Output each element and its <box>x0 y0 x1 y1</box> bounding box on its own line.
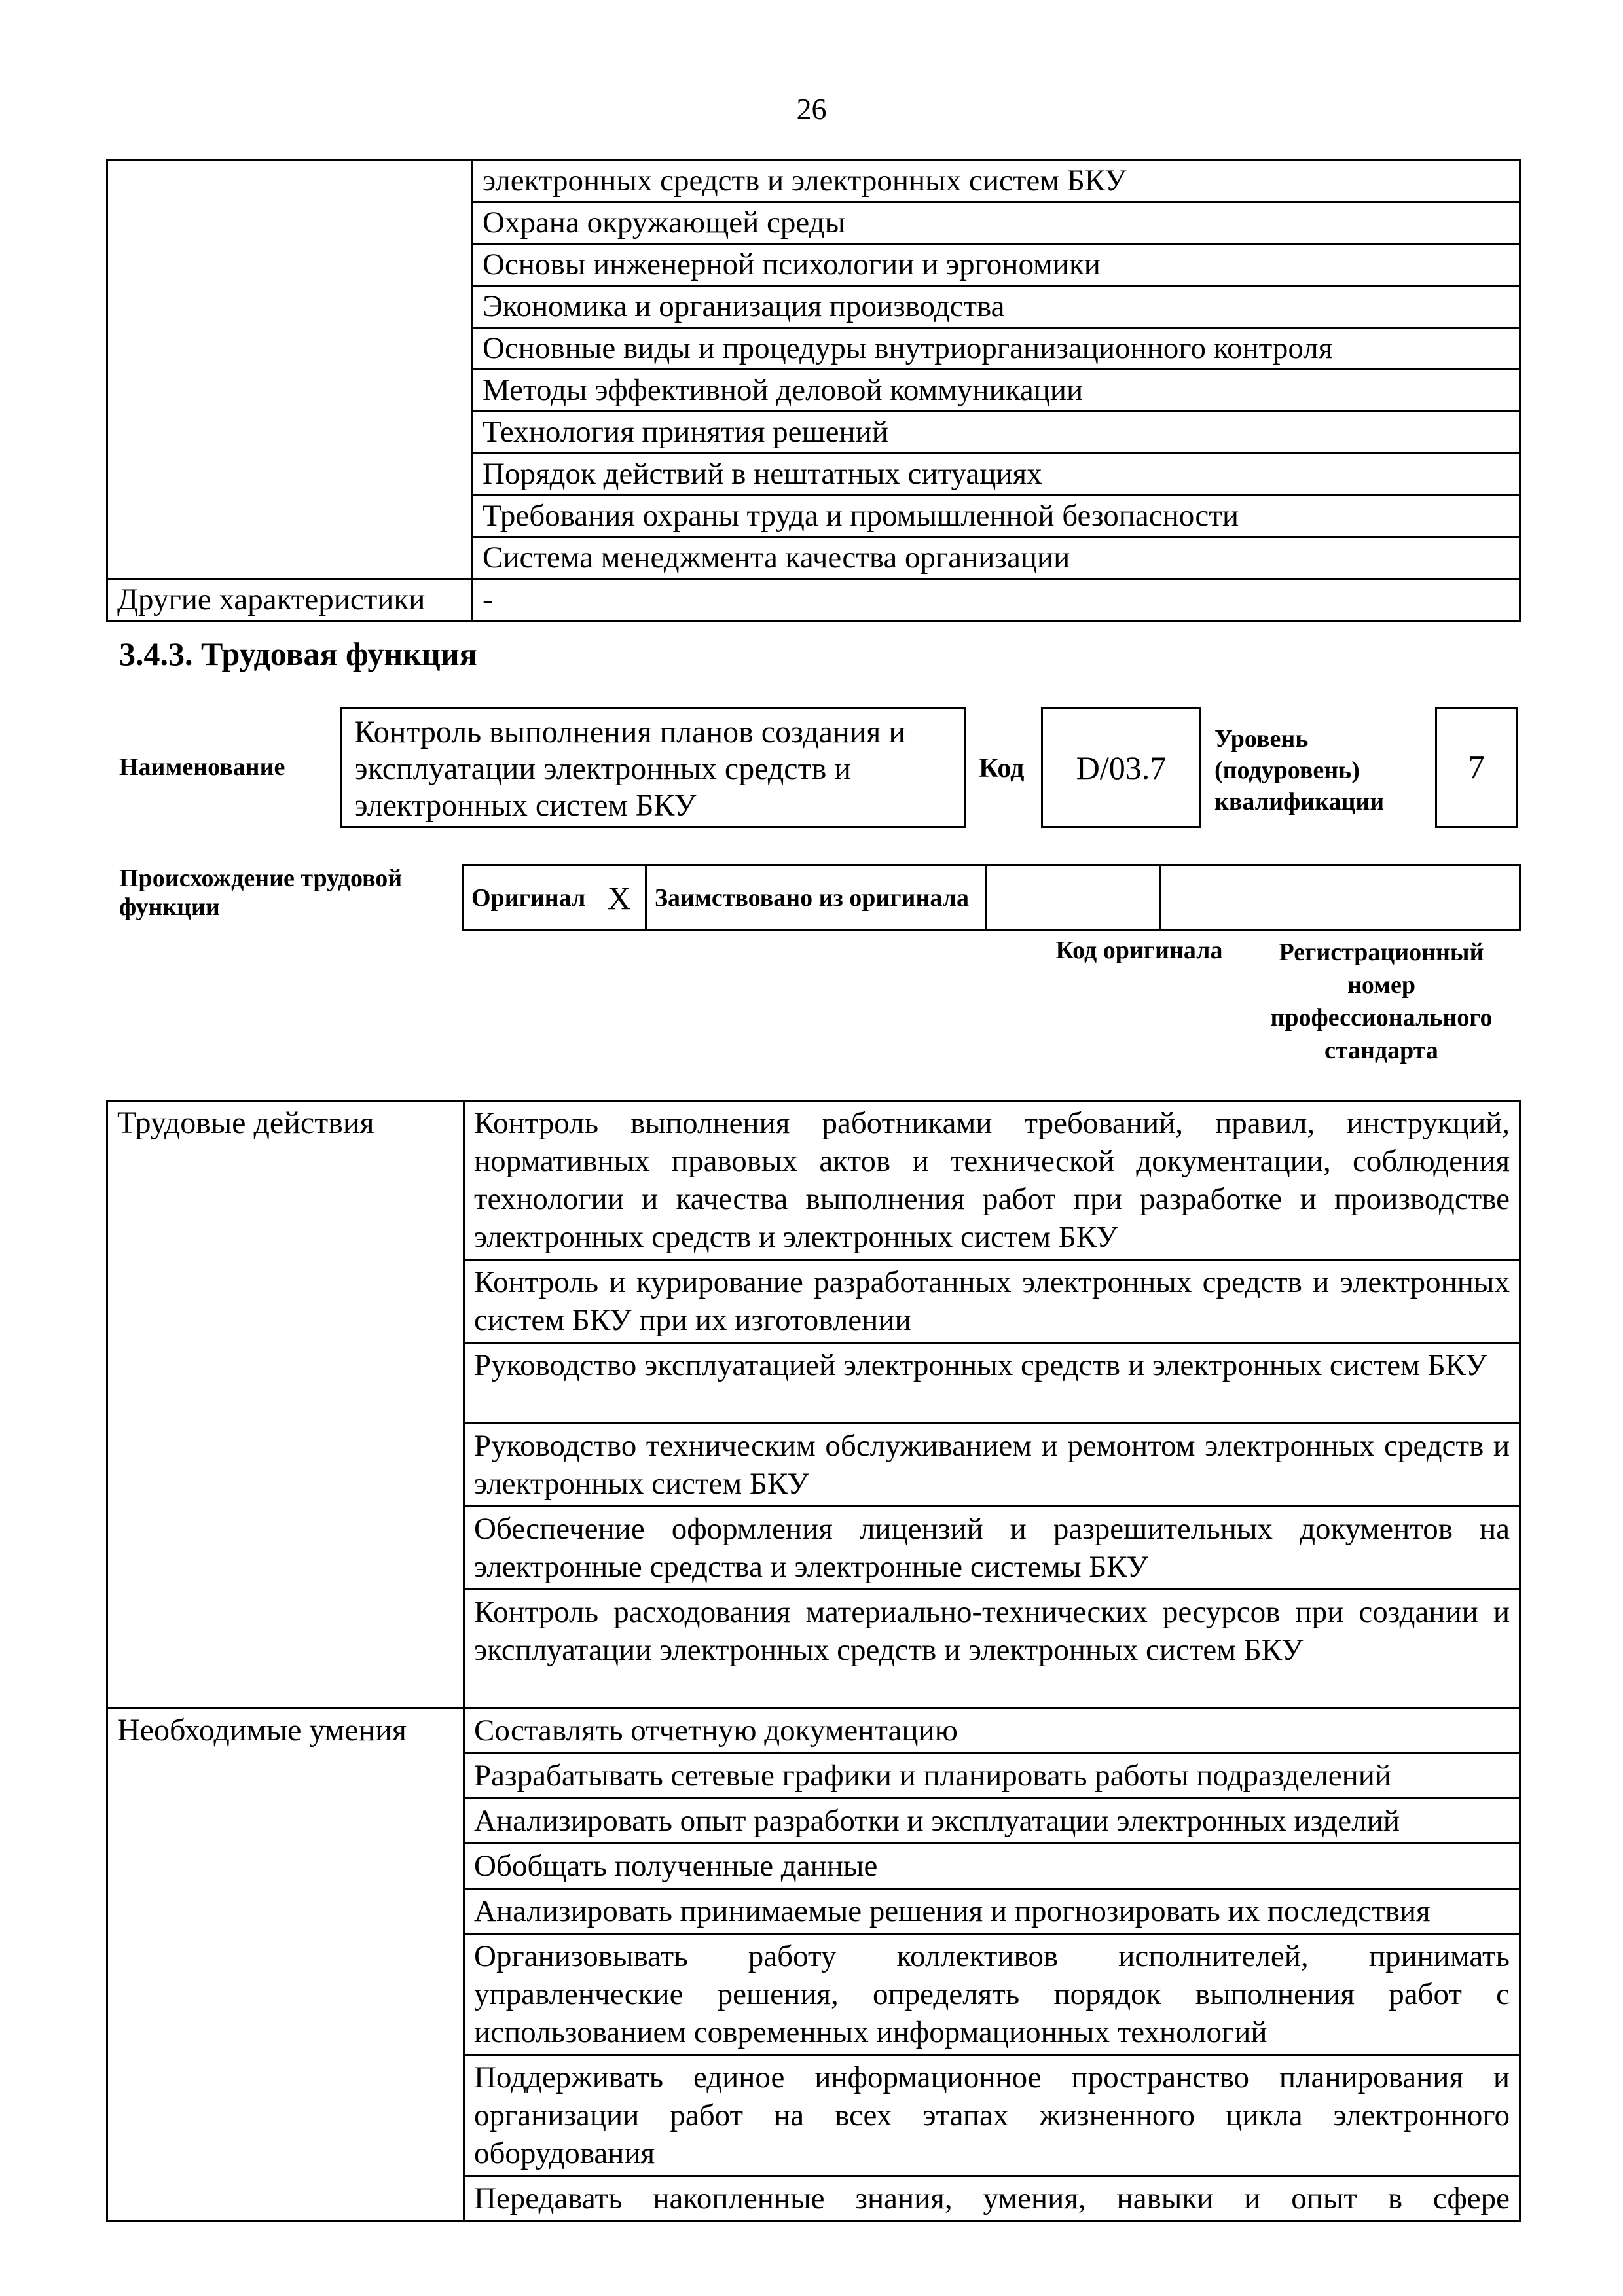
code-value-box: D/03.7 <box>1041 707 1201 828</box>
level-value-box: 7 <box>1435 707 1518 828</box>
registration-caption: Регистрационный номер профессионального стандарта <box>1270 939 1493 1064</box>
original-code-cell <box>987 865 1160 931</box>
section-title: 3.4.3. Трудовая функция <box>119 636 477 672</box>
code-caption: Код оригинала <box>1055 937 1223 964</box>
skills-label: Необходимые умения <box>107 1708 464 2221</box>
table-row: Передавать накопленные знания, умения, навыки и опыт в сфере <box>464 2176 1520 2221</box>
table-row: Экономика и организация производства <box>473 286 1520 328</box>
original-mark: X <box>594 865 646 931</box>
original-label: Оригинал <box>463 865 594 931</box>
level-label: Уровень (подуровень) квалификации <box>1214 725 1385 816</box>
labor-function-table <box>106 1100 1521 2222</box>
table-row: Методы эффективной деловой коммуникации <box>473 370 1520 412</box>
table-row: Анализировать опыт разработки и эксплуатации электронных изделий <box>464 1799 1520 1844</box>
code-label: Код <box>979 753 1025 783</box>
table-row: Разрабатывать сетевые графики и планировать работы подразделений <box>464 1753 1520 1799</box>
table-row: Обеспечение оформления лицензий и разрешительных документов на электронные средства и электронные системы БКУ <box>464 1507 1520 1590</box>
function-name-box: Контроль выполнения планов создания и эксплуатации электронных средств и электронных систем БКУ <box>340 707 966 828</box>
table-row: Порядок действий в нештатных ситуациях <box>473 454 1520 495</box>
table-row: Технология принятия решений <box>473 412 1520 454</box>
other-characteristics-value: - <box>473 579 1520 621</box>
table-row: Руководство эксплуатацией электронных средств и электронных систем БКУ <box>464 1343 1520 1424</box>
table-row: Охрана окружающей среды <box>473 202 1520 244</box>
page-number: 26 <box>796 92 827 126</box>
table-row: Поддерживать единое информационное пространство планирования и организации работ на всех этапах жизненного цикла электронного оборудования <box>464 2055 1520 2176</box>
table-row: Обобщать полученные данные <box>464 1844 1520 1889</box>
table-row: Контроль расходования материально-технических ресурсов при создании и эксплуатации электронных средств и электронных систем БКУ <box>464 1590 1520 1708</box>
other-characteristics-label: Другие характеристики <box>107 579 473 621</box>
table-row: Контроль выполнения работниками требований, правил, инструкций, нормативных правовых актов и технической документации, соблюдения технологии и качества выполнения работ при разработке и производстве электронных средств и электронных систем БКУ <box>464 1101 1520 1260</box>
labor-actions-label: Трудовые действия <box>107 1101 464 1708</box>
table-row: Руководство техническим обслуживанием и ремонтом электронных средств и электронных систем БКУ <box>464 1424 1520 1507</box>
name-label: Наименование <box>119 753 285 781</box>
knowledge-table-continuation <box>106 159 1521 622</box>
table-row: Анализировать принимаемые решения и прогнозировать их последствия <box>464 1889 1520 1934</box>
table-row: Основы инженерной психологии и эргономики <box>473 244 1520 286</box>
table-row: Основные виды и процедуры внутриорганизационного контроля <box>473 328 1520 370</box>
origin-table <box>462 864 1521 931</box>
empty-label-cell <box>107 160 473 579</box>
table-row: Требования охраны труда и промышленной безопасности <box>473 495 1520 537</box>
table-row: Контроль и курирование разработанных электронных средств и электронных систем БКУ при их изготовлении <box>464 1260 1520 1343</box>
table-row: электронных средств и электронных систем БКУ <box>473 160 1520 202</box>
table-row: Организовывать работу коллективов исполнителей, принимать управленческие решения, определять порядок выполнения работ с использованием современных информационных технологий <box>464 1934 1520 2055</box>
origin-label: Происхождение трудовой функции <box>119 865 403 921</box>
table-row: Составлять отчетную документацию <box>464 1708 1520 1753</box>
borrowed-label: Заимствовано из оригинала <box>646 865 987 931</box>
table-row: Система менеджмента качества организации <box>473 537 1520 579</box>
registration-number-cell <box>1160 865 1520 931</box>
